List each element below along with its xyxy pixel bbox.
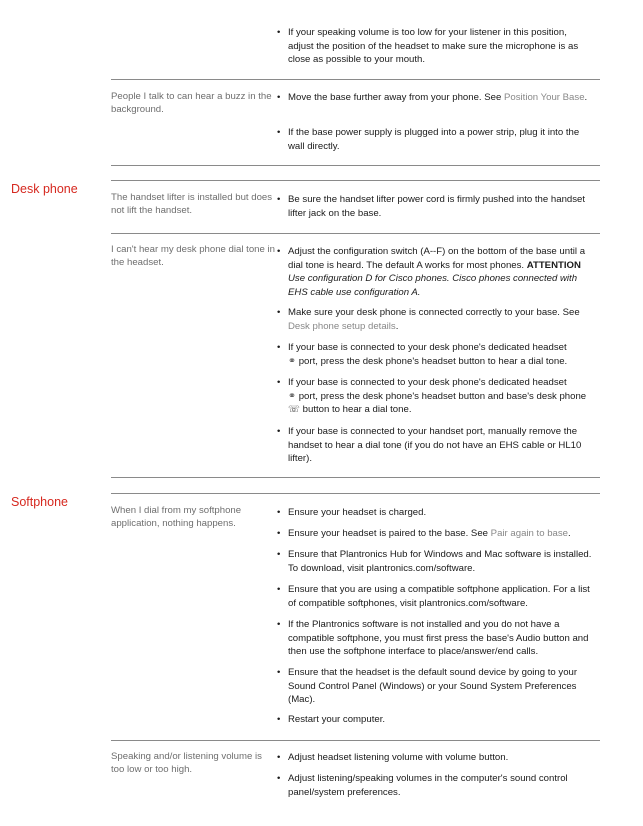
issue-handset-lifter: The handset lifter is installed but does not lift the handset. <box>111 192 273 216</box>
divider <box>111 233 600 234</box>
paired-end: . <box>568 528 571 539</box>
tone-tip-connect <box>277 306 595 333</box>
pair-again-link[interactable]: Pair again to base <box>490 528 569 539</box>
desk-phone-setup-link[interactable]: Desk phone setup details <box>288 320 396 332</box>
attention-text: Use configuration D for Cisco phones. Cisco phones connected with EHS cable use configuration A. <box>288 273 578 298</box>
divider <box>111 165 600 166</box>
position-your-base-link[interactable]: Position Your Base <box>503 92 585 103</box>
divider <box>111 477 600 478</box>
soft-tip-charged: • Ensure your headset is charged. <box>277 506 595 520</box>
tone-tip-config-switch <box>277 245 595 299</box>
buzz-tip-move-base <box>277 91 595 105</box>
issue-softphone-dial: When I dial from my softphone application, nothing happens. <box>111 505 242 529</box>
section-softphone: Softphone <box>11 495 68 509</box>
divider <box>111 79 600 80</box>
vol-tip-button: • Adjust headset listening volume with volume button. <box>277 751 595 765</box>
soft-tip-restart: • Restart your computer. <box>277 713 595 727</box>
headset-port-text-b: port, press the desk phone's headset button to hear a dial tone. <box>298 355 568 367</box>
headset-icon: ⚭ <box>288 390 297 402</box>
attention-label: ATTENTION <box>526 259 581 271</box>
vol-tip-system: • Adjust listening/speaking volumes in the computer's sound control panel/system preferences. <box>277 772 595 799</box>
paired-text: Ensure your headset is paired to the base. See <box>288 528 488 539</box>
tone-tip-headset-base <box>277 376 595 417</box>
headset-base-text-b: port, press the desk phone's headset button and base's desk phone <box>298 390 587 402</box>
buzz-tip-text: Move the base further away from your phone. See <box>288 92 502 103</box>
issue-volume: Speaking and/or listening volume is too low or too high. <box>111 751 262 775</box>
divider <box>111 493 600 494</box>
buzz-tip-power-strip: • If the base power supply is plugged into a power strip, plug it into the wall directly. <box>277 126 595 153</box>
speaking-volume-tip: • If your speaking volume is too low for your listener in this position, adjust the position of the headset to make sure the microphone is as close as possible to your mouth. <box>277 26 595 67</box>
buzz-tip-end: . <box>584 92 588 103</box>
desk-phone-icon: ☏ <box>288 404 300 416</box>
soft-tip-compatible: • Ensure that you are using a compatible softphone application. For a list of compatible softphones, visit plantronics.com/software. <box>277 583 595 610</box>
lifter-tip: • Be sure the handset lifter power cord is firmly pushed into the handset lifter jack on the base. <box>277 193 595 220</box>
soft-tip-no-software: • If the Plantronics software is not installed and you do not have a compatible softphone, you must first press the base's Audio button and then use the softphone interface to place/answer/end calls. <box>277 618 595 659</box>
issue-buzz: People I talk to can hear a buzz in the background. <box>111 91 272 115</box>
headset-port-text-a: If your base is connected to your desk phone's dedicated headset <box>288 342 567 353</box>
soft-tip-hub: • Ensure that Plantronics Hub for Windows and Mac software is installed. To download, visit plantronics.com/software. <box>277 548 595 575</box>
tone-tip-headset-port <box>277 341 595 368</box>
soft-tip-paired <box>277 527 595 541</box>
divider <box>111 740 600 741</box>
tone-tip-handset-port: • If your base is connected to your handset port, manually remove the handset to hear a dial tone (if you do not have an EHS cable or HL10 lifter). <box>277 425 595 466</box>
headset-base-text-c: button to hear a dial tone. <box>302 404 412 416</box>
config-switch-text: Adjust the configuration switch (A--F) on the bottom of the base until a dial tone is heard. The default A works for most phones. <box>288 246 586 271</box>
soft-tip-default-device: • Ensure that the headset is the default sound device by going to your Sound Control Panel (Windows) or your Sound System Preferences (Mac). <box>277 666 595 707</box>
connect-text: Make sure your desk phone is connected correctly to your base. See <box>288 307 580 318</box>
headset-icon: ⚭ <box>288 355 297 367</box>
connect-end: . <box>395 320 399 332</box>
issue-no-dial-tone: I can't hear my desk phone dial tone in the headset. <box>111 244 275 268</box>
section-desk-phone: Desk phone <box>11 182 78 196</box>
divider <box>111 180 600 181</box>
headset-base-text-a: If your base is connected to your desk phone's dedicated headset <box>288 377 567 388</box>
